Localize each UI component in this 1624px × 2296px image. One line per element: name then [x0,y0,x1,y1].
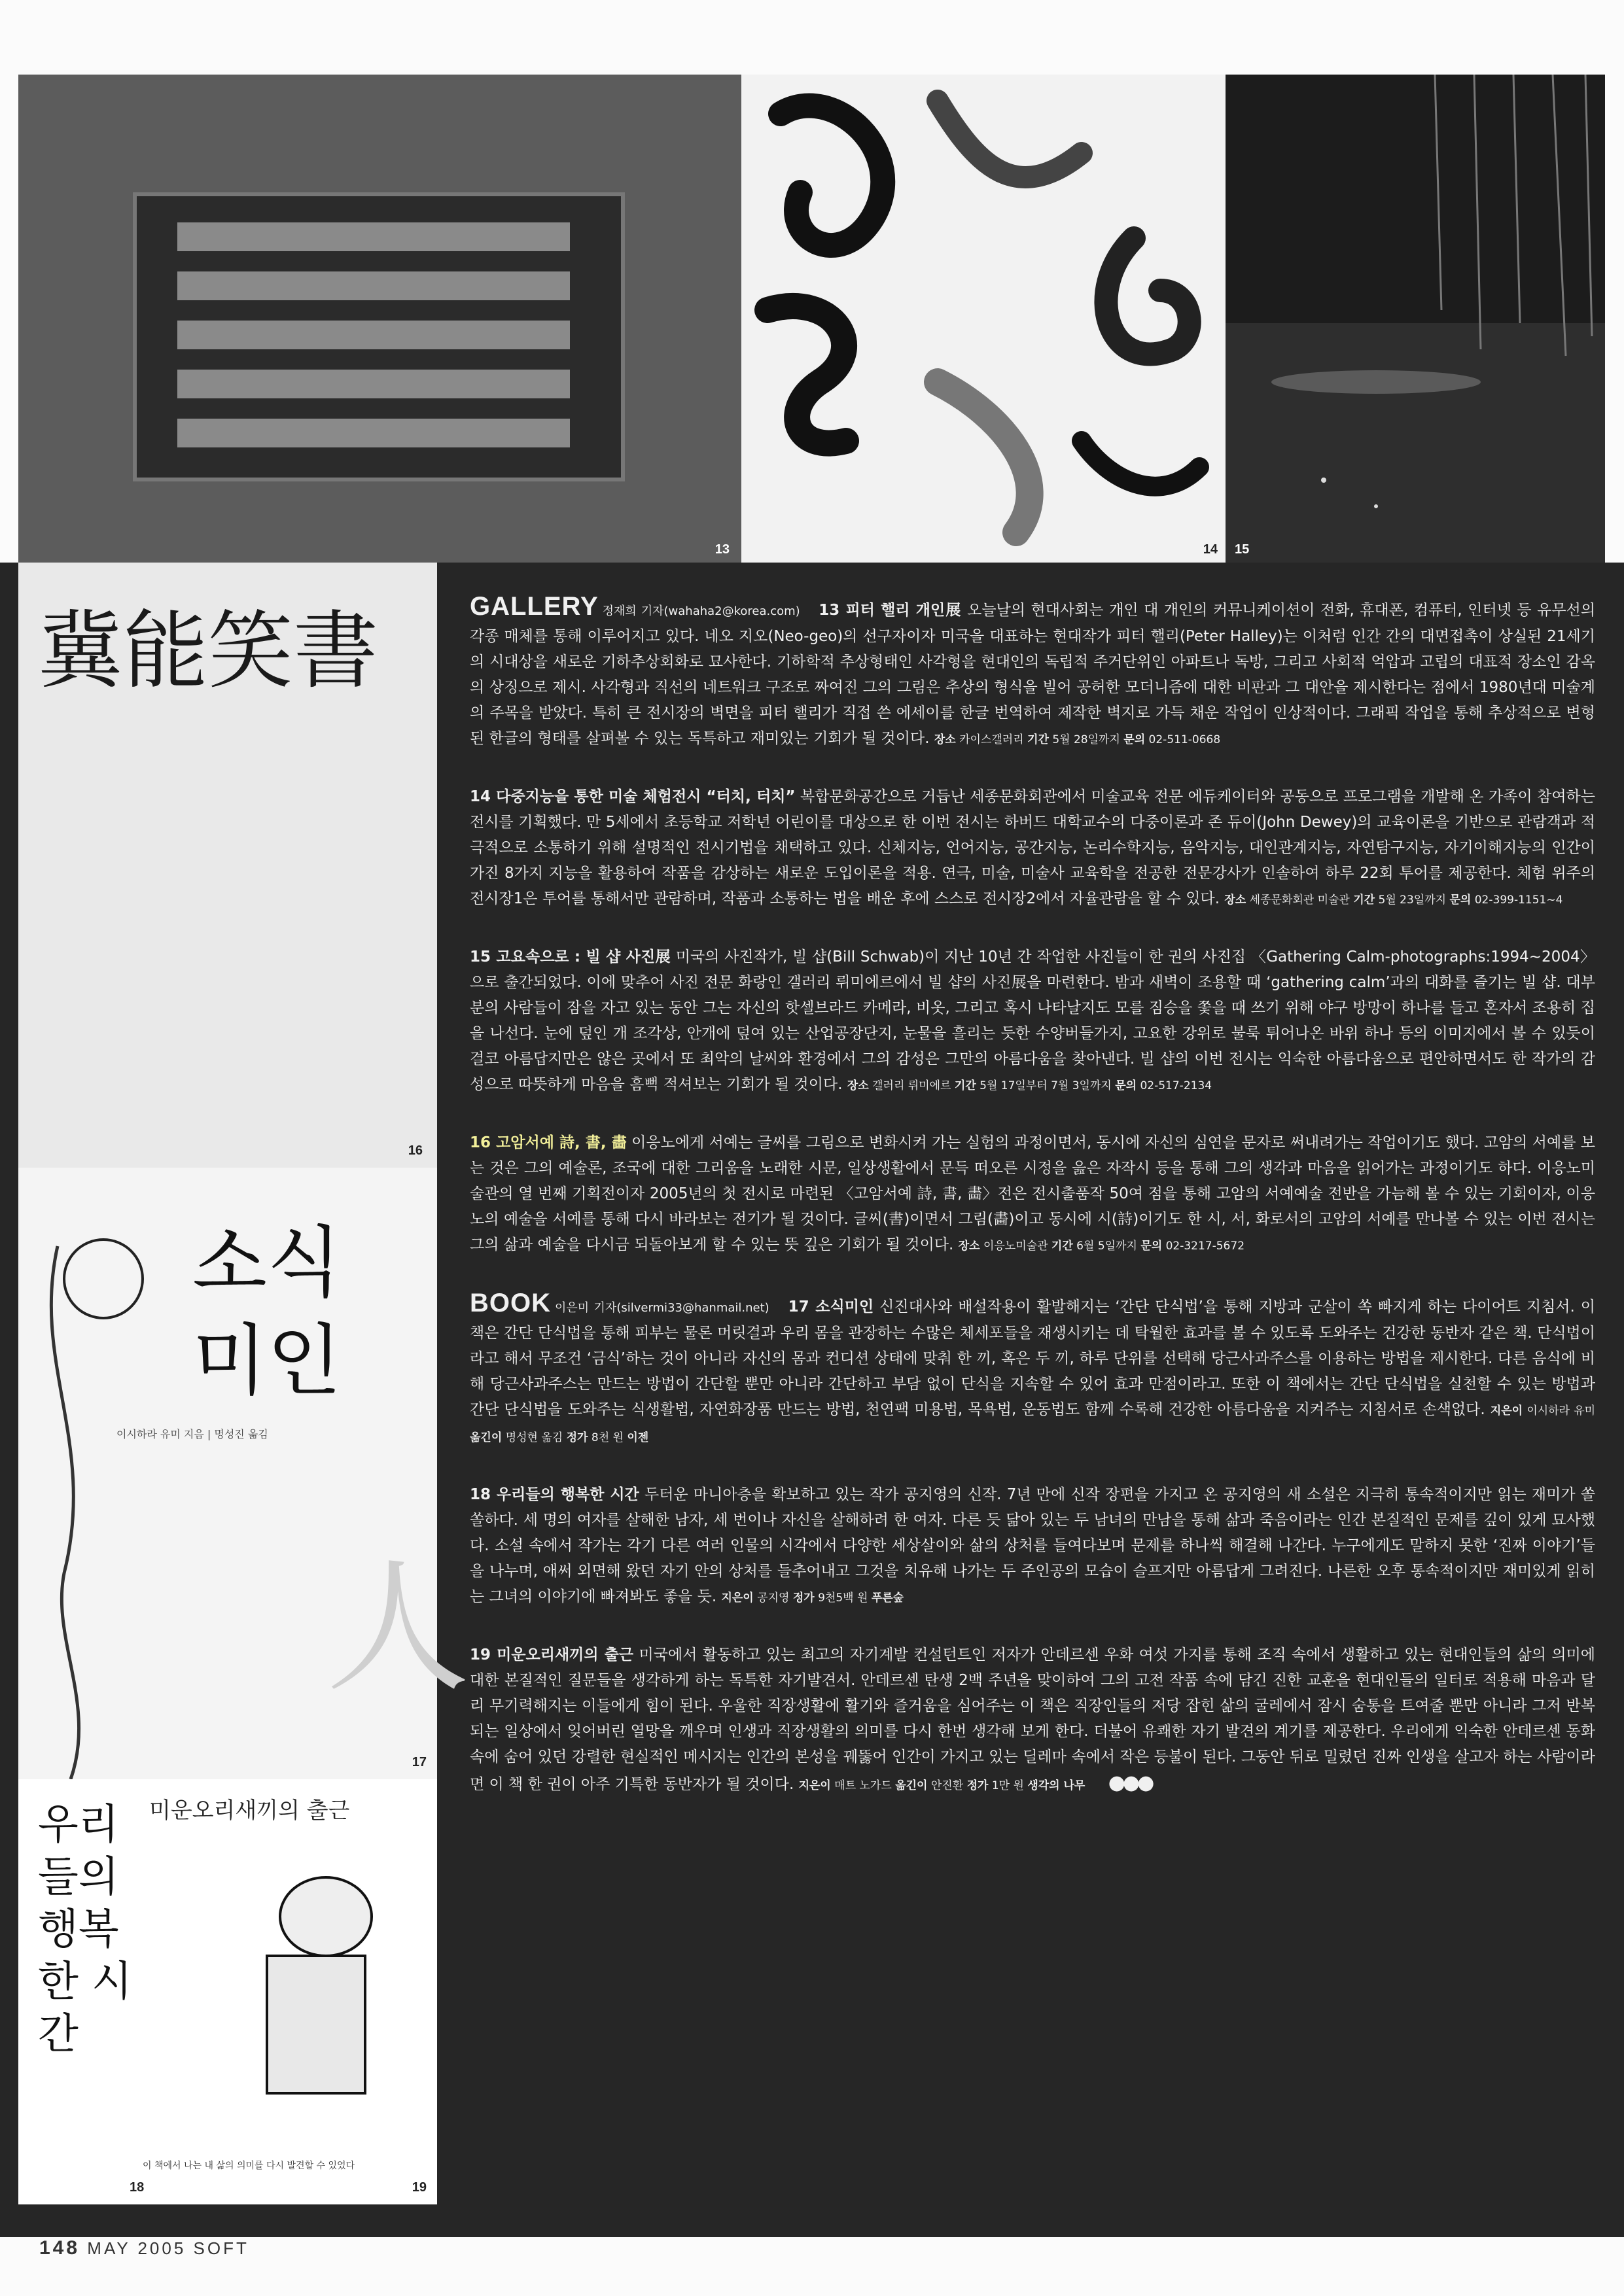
item-info: 지은이 이시하라 유미 옮긴이 명성현 옮김 정가 8천 원 이젠 [470,1404,1596,1444]
item-body: 두터운 마니아층을 확보하고 있는 작가 공지영의 신작. 7년 만에 신작 장편을 가지고 온 공지영의 새 소설은 지극히 통속적이지만 읽는 재미가 쏠쏠하다. 세 명의 여자를 살해한 남자, 세 번이나 자신을 살해하려 한 여자. 다른 듯 닮아 있는 두 남녀의 만남을 통해 삶과 죽음이라는 인간 본질적인 문제를 깊이 있게 묘사했다. 소설 속에서 작가는 각기 다른 여러 인물의 시각에서 다양한 세상살이와 삶의 상처를 들여다보며 문제를 하나씩 해결해 나간다. 누구에게도 말하지 못한 ‘진짜 이야기’들을 나누며, 애써 외면해 왔던 자기 안의 상처를 들추어내고 그것을 치유해 나가는 두 주인공의 모습이 슬프지만 아름답게 그려진다. 나른한 오후 통속적이지만 재미있게 읽히는 그녀의 이야기에 빠져봐도 좋을 듯. [470,1486,1596,1605]
section-title-gallery: GALLERY [470,592,599,621]
gallery-item-16 [470,1130,1595,1259]
duck-body [267,1956,365,2093]
cover-quote: 이 책에서 나는 내 삶의 의미를 다시 발견할 수 있었다 [143,2161,355,2171]
item-info: 지은이 매트 노가드 옮긴이 안진환 정가 1만 원 생각의 나무 [798,1779,1086,1792]
photo-night-willow [1226,75,1605,563]
end-mark-icon: ●●● [1108,1771,1152,1794]
figure-head [64,1240,143,1318]
image-number: 14 [1203,542,1218,557]
water-reflection [1271,370,1481,394]
painting-stripe [177,222,570,251]
page-number: 148 [39,2237,80,2259]
item-body: 미국에서 활동하고 있는 최고의 자기계발 컨설턴트인 저자가 안데르센 우화 여섯 가지를 통해 조직 속에서 생활하고 있는 현대인들의 삶의 의미에 대한 본질적인 질문들을 생각하게 하는 독특한 자기발견서. 안데르센 탄생 2백 주년을 맞이하여 그의 고전 작품 속에 담긴 진한 교훈을 현대인들의 일터로 적용해 마음과 달리 무기력해지는 이들에게 힘이 된다. 우울한 직장생활에 활기와 즐거움을 심어주는 이 책은 직장인들의 저당 잡힌 삶의 굴레에서 잠시 숨통을 트여줄 뿐만 아니라 그저 반복되는 일상에서 잊어버린 열망을 깨우며 인생과 직장생활의 의미를 다시 한번 생각해 보게 한다. 더불어 유쾌한 자기 발견의 계기를 제공한다. 우리에게 익숙한 안데르센 동화 속에 숨어 있던 강렬한 현실적인 메시지는 인간의 본성을 꿰뚫어 인간이 가지고 있는 딜레마 속에서 작은 등불이 된다. 그동안 뒤로 밀렸던 진짜 인생을 살고자 하는 사람이라면 이 책 한 권이 아주 기특한 동반자가 될 것이다. [470,1646,1596,1793]
gallery-item-13 [470,594,1595,753]
section-title-book: BOOK [470,1289,551,1317]
item-info: 장소 카이스갤러리 기간 5월 28일까지 문의 02-511-0668 [934,733,1221,746]
willow-branches [1435,75,1592,356]
cover-title-happy-time: 우리들의 행복한 시간 [38,1801,132,2059]
painting-stripe [177,370,570,398]
light-point [1374,504,1378,508]
brush-stroke [1106,238,1189,354]
brush-stroke [938,382,1030,532]
image-number: 13 [715,542,730,557]
image-number: 19 [412,2180,427,2195]
photo-peter-halley [18,75,741,563]
image-number: 17 [412,1755,427,1769]
cover-caption: 이시하라 유미 지음 | 명성진 옮김 [116,1428,268,1440]
image-number: 16 [408,1143,423,1158]
item-info: 장소 이응노미술관 기간 6월 5일까지 문의 02-3217-5672 [958,1240,1245,1253]
calligraphy-characters: 冀能笑書 [38,601,379,701]
article-text-column [470,594,1595,1830]
item-heading: 15 고요속으로 : 빌 샵 사진展 [470,948,671,965]
cover-glyph: 人 [326,1544,470,1712]
gallery-item-14 [470,784,1595,913]
photo-brush-strokes [741,75,1226,563]
item-body: 미국의 사진작가, 빌 샵(Bill Schwab)이 지난 10년 간 작업한 사진들이 한 권의 사진집 〈Gathering Calm-photographs:1994~2004〉으로 출간되었다. 이에 맞추어 사진 전문 화랑인 갤러리 뤼미에르에서 빌 샵의 사진展을 마련한다. 밤과 새벽이 조용할 때 ‘gathering calm’과의 대화를 즐기는 빌 샵. 대부분의 사람들이 잠을 자고 있는 동안 그는 자신의 핫셀브라드 카메라, 비옷, 그리고 혹시 나타날지도 모를 짐승을 쫓을 때 쓰기 위해 야구 방망이 하나를 들고 혼자서 조용히 집을 나선다. 눈에 덮인 개 조각상, 안개에 덮여 있는 산업공장단지, 눈물을 흘리는 듯한 수양버들가지, 고요한 강위로 불룩 튀어나온 바위 하나 등의 이미지에서 볼 수 있듯이 결코 아름답지만은 않은 곳에서 또 최악의 날씨와 환경에서 그의 감성은 그만의 아름다움을 찾아낸다. 빌 샵의 이번 전시는 익숙한 아름다움으로 편안하면서도 한 작가의 감성으로 따뜻하게 마음을 흠뻑 적셔보는 기회가 될 것이다. [470,948,1595,1093]
painting-frame [133,192,625,481]
item-heading: 19 미운오리새끼의 출근 [470,1646,634,1663]
brush-stroke [781,106,883,245]
painting-stripe [177,419,570,447]
page-footer [39,2237,249,2259]
night-scene [1226,75,1605,563]
item-heading: 16 고암서예 詩, 書, 畵 [470,1134,627,1151]
image-number: 15 [1235,542,1250,557]
figure-outline [51,1246,79,1779]
cover-title: 소식미인 [192,1217,342,1406]
image-number: 18 [130,2180,145,2195]
item-body: 이응노에게 서예는 글씨를 그림으로 변화시켜 가는 실험의 과정이면서, 동시에 자신의 심연을 문자로 써내려가는 작업이기도 했다. 고암의 서예를 보는 것은 그의 예술론, 조국에 대한 그리움을 노래한 시문, 일상생활에서 문득 떠오른 시정을 읊은 자작시 등을 통해 그의 생각과 마음을 읽어가는 과정이기도 하다. 이응노미술관의 열 번째 기획전이자 2005년의 첫 전시로 마련된 〈고암서예 詩, 書, 畵〉전은 전시출품작 50여 점을 통해 고암의 서예예술 전반을 가늠해 볼 수 있는 기회이자, 이응노의 예술을 서예를 통해 다시 바라보는 전기가 될 것이다. 글씨(書)이면서 그림(畵)이고 동시에 시(詩)이기도 한 시, 서, 화로서의 고암의 서예를 만나볼 수 있는 이번 전시는 그의 삶과 예술을 다시금 되돌아보게 할 수 있는 뜻 깊은 기회가 될 것이다. [470,1134,1595,1253]
item-heading: 13 피터 핼리 개인展 [819,602,962,619]
brush-stroke [1082,441,1199,487]
cover-title-ugly-duckling: 미운오리새끼의 출근 [149,1798,350,1824]
item-heading: 18 우리들의 행복한 시간 [470,1486,639,1503]
gallery-byline: 정재희 기자(wahaha2@korea.com) [602,604,800,618]
book-item-17 [470,1291,1595,1451]
water-surface [1226,323,1605,563]
item-body: 오늘날의 현대사회는 개인 대 개인의 커뮤니케이션이 전화, 휴대폰, 컴퓨터, 인터넷 등 유무선의 각종 매체를 통해 이루어지고 있다. 네오 지오(Neo-geo)의 선구자이자 미국을 대표하는 현대작가 피터 핼리(Peter Halley)는 이처럼 인간 간의 대면접촉이 상실된 21세기의 시대상을 새로운 기하추상회화로 묘사한다. 기하학적 추상형태인 사각형을 현대인의 독립적 주거단위인 아파트나 독방, 그리고 사회적 억압과 고립의 대표적 장소인 감옥의 상징으로 제시. 사각형과 직선의 네트워크 구조로 짜여진 그의 그림은 추상의 형식을 빌어 공허한 모더니즘에 대한 비판과 그 대안을 제시한다는 점에서 1980년대 미술계의 주목을 받았다. 특히 큰 전시장의 벽면을 피터 핼리가 직접 쓴 에세이를 한글 번역하여 제작한 벽지로 가득 채운 작업이 인상적이다. 그래픽 작업을 통해 추상적으로 변형된 한글의 형태를 살펴볼 수 있는 독특하고 재미있는 기회가 될 것이다. [470,602,1596,747]
item-heading: 14 다중지능을 통한 미술 체험전시 “터치, 터치” [470,788,796,805]
painting-stripe [177,271,570,300]
item-body: 신진대사와 배설작용이 활발해지는 ‘간단 단식법’을 통해 지방과 군살이 쏙 빠지게 하는 다이어트 지침서. 이 책은 간단 단식법을 통해 피부는 물론 머릿결과 우리 몸을 관장하는 수많은 체세포들을 재생시키는 데 탁월한 효과를 볼 수 있도록 도와주는 건강한 동반자 같은 책. 단식법이라고 해서 무조건 ‘금식’하는 것이 아니라 자신의 몸과 컨디션 상태에 맞춰 한 끼, 혹은 두 끼, 하루 단위를 선택해 당근사과주스를 이용하는 방법을 제시한다. 다른 음식에 비해 당근사과주스는 만드는 방법이 간단할 뿐만 아니라 간단하고 부담 없이 단식을 지속할 수 있어 효과 만점이라고. 또한 이 책에서는 간단 단식법을 실천할 수 있는 방법과 간단 단식법을 도와주는 식생활법, 자연화장품 만드는 방법, 천연팩 미용법, 목욕법, 운동법도 함께 수록해 건강한 아름다움을 지켜주는 지침서로 손색없다. [470,1298,1596,1418]
book-item-19 [470,1643,1595,1799]
item-body: 복합문화공간으로 거듭난 세종문화회관에서 미술교육 전문 에듀케이터와 공동으로 프로그램을 개발해 온 가족이 참여하는 전시를 기획했다. 만 5세에서 초등학교 저학년 어린이를 대상으로 한 이번 전시는 하버드 대학교수의 다중이론과 존 듀이(John Dewey)의 교육이론을 기반으로 관람객과 적극적으로 소통하기 위해 설명적인 전시기법을 채택하고 있다. 신체지능, 언어지능, 공간지능, 논리수학지능, 음악지능, 대인관계지능, 자연탐구지능, 자기이해지능의 인간이 가진 8가지 지능을 활용하여 작품을 감상하는 새로운 도입이론을 적용. 연극, 미술, 미술사 교육학을 전공한 전문강사가 인솔하여 하루 22회 투어를 제공한다. 체험 위주의 전시장1은 투어를 통해서만 관람하며, 작품과 소통하는 법을 배운 후에 스스로 전시장2에서 자율관람을 할 수 있다. [470,788,1595,907]
gallery-item-15 [470,945,1595,1099]
brush-stroke [938,101,1082,177]
image-calligraphy [18,563,437,1168]
item-info: 장소 세종문화회관 미술관 기간 5월 23일까지 문의 02-399-1151~4 [1224,894,1563,907]
book-item-18 [470,1482,1595,1611]
item-info: 장소 갤러리 뤼미에르 기간 5월 17일부터 7월 3일까지 문의 02-517-2134 [847,1079,1212,1092]
painting-stripe [177,321,570,349]
item-heading: 17 소식미인 [788,1298,874,1315]
book-byline: 이은미 기자(silvermi33@hanmail.net) [555,1301,769,1315]
book-cover-sosik-miin [18,1168,470,1779]
light-point [1321,478,1326,483]
item-info: 지은이 공지영 정가 9천5백 원 푸른숲 [721,1592,904,1605]
brush-stroke-art [741,75,1226,563]
issue-label: MAY 2005 SOFT [87,2238,249,2258]
duck-head [280,1877,372,1956]
brush-stroke [768,306,846,444]
book-covers-18-19 [18,1779,437,2204]
